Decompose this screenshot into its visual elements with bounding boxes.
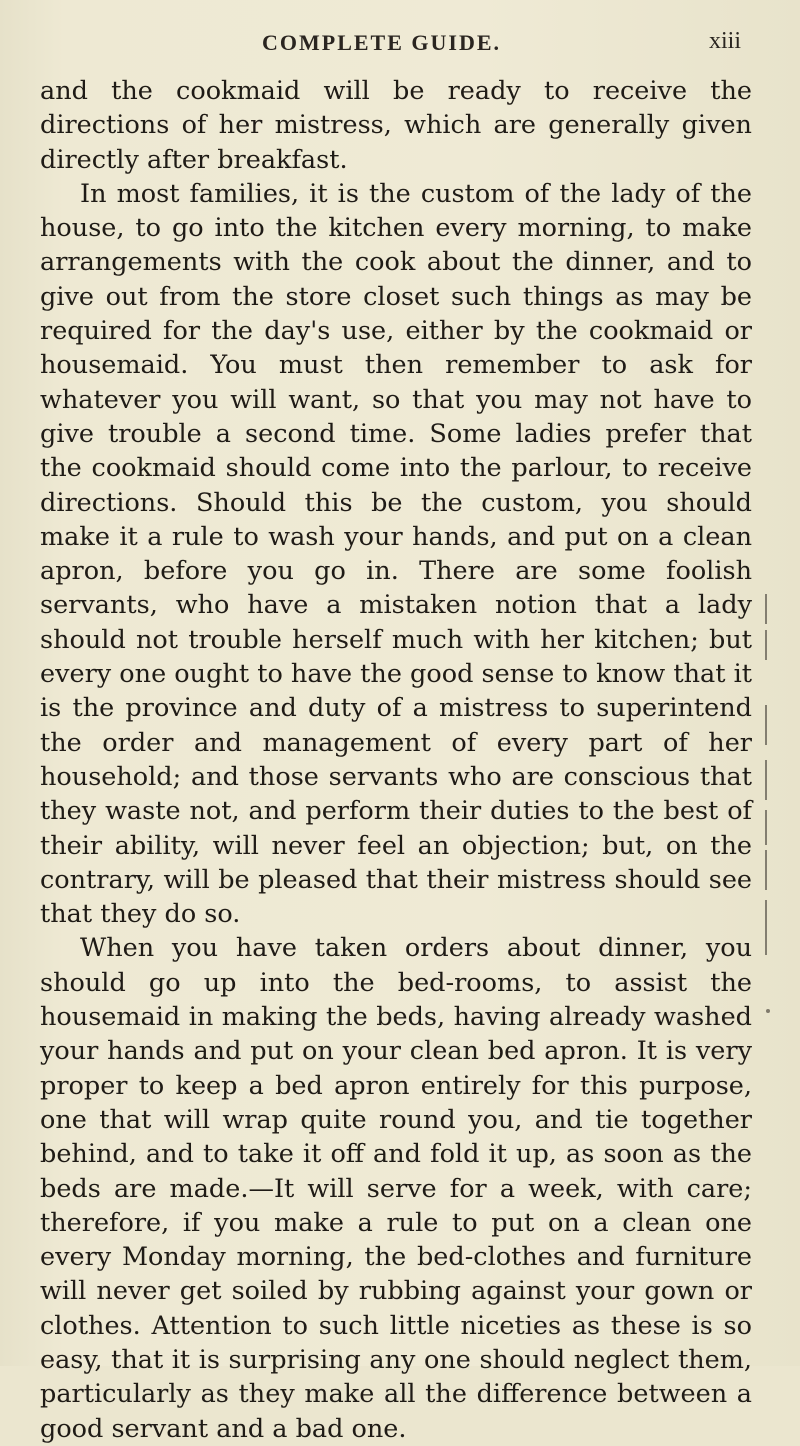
margin-mark bbox=[765, 705, 767, 745]
margin-mark bbox=[765, 760, 767, 800]
margin-mark bbox=[765, 850, 767, 890]
running-head-title: COMPLETE GUIDE. bbox=[262, 30, 502, 55]
ink-speck bbox=[766, 1009, 770, 1013]
body-text bbox=[40, 74, 752, 1446]
paragraph-bed-rooms: When you have taken orders about dinner, you should go up into the bed-rooms, to assist the housemaid in making the beds, having already washed your hands and put on your clean bed apron. It is very proper to keep a bed apron entirely for this purpose, one that will wrap quite round you, and tie together behind, and to take it off and fold it up, as soon as the beds are made.—It will serve for a week, with care; therefore, if you make a rule to put on a clean one every Monday morning, the bed-clothes and furniture will never get soiled by rubbing against your gown or clothes. Attention to such little niceties as these is so easy, that it is surprising any one should neglect them, particularly as they make all the difference between a good servant and a bad one. bbox=[40, 933, 752, 1444]
margin-mark bbox=[765, 630, 767, 660]
paragraph-lady-of-house: In most families, it is the custom of the lady of the house, to go into the kitchen every morning, to make arrangements with the cook about the dinner, and to give out from the store closet such things as may be required for the day's use, either by the cookmaid or housemaid. You must then remember to ask for whatever you will want, so that you may not have to give trouble a second time. Some ladies prefer that the cookmaid should come into the parlour, to receive directions. Should this be the custom, you should make it a rule to wash your hands, and put on a clean apron, before you go in. There are some foolish servants, who have a mistaken notion that a lady should not trouble herself much with her kitchen; but every one ought to have the good sense to know that it is the province and duty of a mistress to superintend the order and management of every part of her household; and those servants who are conscious that they waste not, and perform their duties to the best of their ability, will never feel an objection; but, on the contrary, will be pleased that their mistress should see that they do so. bbox=[40, 178, 752, 930]
margin-mark bbox=[765, 594, 767, 624]
running-head bbox=[0, 28, 800, 58]
paragraph-continued: and the cookmaid will be ready to receive the directions of her mistress, which are generally given directly after breakfast. bbox=[40, 76, 752, 175]
page-number: xiii bbox=[709, 28, 742, 54]
margin-mark bbox=[765, 900, 767, 955]
margin-mark bbox=[765, 810, 767, 845]
